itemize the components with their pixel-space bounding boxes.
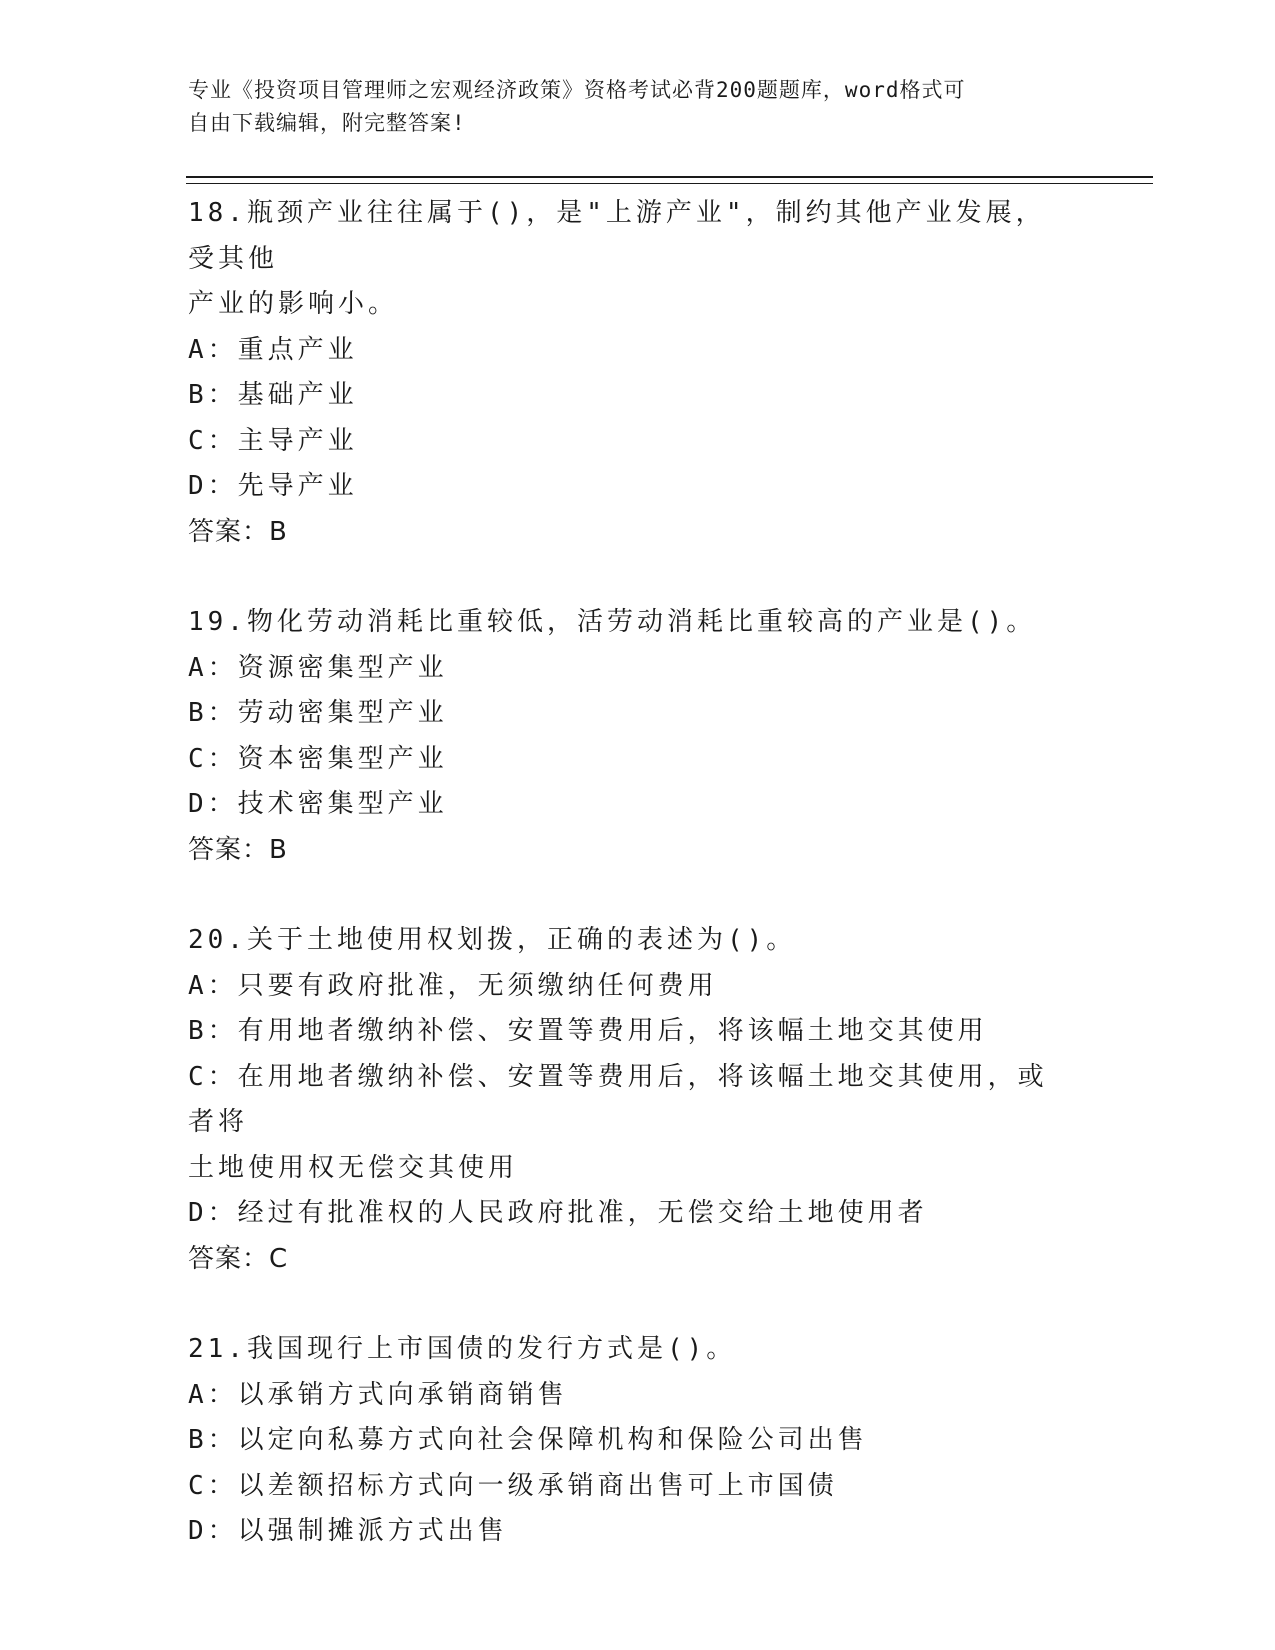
option-b: B：基础产业 bbox=[188, 380, 358, 410]
header-title-line-2: 自由下载编辑，附完整答案! bbox=[188, 111, 466, 135]
option-a: A：只要有政府批准，无须缴纳任何费用 bbox=[188, 970, 718, 1001]
option-a: A：资源密集型产业 bbox=[188, 652, 448, 683]
option-c: C：在用地者缴纳补偿、安置等费用后，将该幅土地交其使用，或者将 bbox=[188, 1061, 1048, 1137]
option-c: C：资本密集型产业 bbox=[188, 743, 448, 774]
option-b: B：以定向私募方式向社会保障机构和保险公司出售 bbox=[188, 1425, 868, 1455]
option-d: D：经过有批准权的人民政府批准，无偿交给土地使用者 bbox=[188, 1198, 928, 1228]
answer-line: 答案：B bbox=[188, 834, 288, 865]
option-c: C：主导产业 bbox=[188, 425, 358, 456]
question-stem: 18.瓶颈产业往往属于()，是"上游产业"，制约其他产业发展，受其他 bbox=[188, 198, 1046, 274]
question-21 bbox=[188, 1327, 1068, 1555]
option-d: D：以强制摊派方式出售 bbox=[188, 1516, 508, 1546]
question-list bbox=[188, 191, 1068, 1600]
question-20 bbox=[188, 918, 1068, 1282]
option-b: B：有用地者缴纳补偿、安置等费用后，将该幅土地交其使用 bbox=[188, 1016, 988, 1046]
question-19 bbox=[188, 600, 1068, 873]
option-d: D：技术密集型产业 bbox=[188, 789, 448, 819]
document-header bbox=[188, 74, 1068, 140]
option-c-continued: 土地使用权无偿交其使用 bbox=[188, 1152, 519, 1183]
header-divider-thick bbox=[186, 176, 1153, 178]
option-a: A：以承销方式向承销商销售 bbox=[188, 1379, 568, 1410]
question-stem: 19.物化劳动消耗比重较低，活劳动消耗比重较高的产业是()。 bbox=[188, 607, 1037, 637]
question-18 bbox=[188, 191, 1068, 555]
question-stem: 21.我国现行上市国债的发行方式是()。 bbox=[188, 1334, 737, 1364]
option-c: C：以差额招标方式向一级承销商出售可上市国债 bbox=[188, 1470, 838, 1501]
question-stem: 20.关于土地使用权划拨，正确的表述为()。 bbox=[188, 925, 797, 955]
option-d: D：先导产业 bbox=[188, 471, 358, 501]
header-divider-thin bbox=[186, 183, 1153, 184]
answer-line: 答案：C bbox=[188, 1243, 289, 1274]
answer-line: 答案：B bbox=[188, 516, 288, 547]
option-b: B：劳动密集型产业 bbox=[188, 698, 448, 728]
question-stem-continued: 产业的影响小。 bbox=[188, 289, 399, 319]
header-title-line-1: 专业《投资项目管理师之宏观经济政策》资格考试必背200题题库，word格式可 bbox=[188, 78, 966, 102]
option-a: A：重点产业 bbox=[188, 334, 358, 365]
